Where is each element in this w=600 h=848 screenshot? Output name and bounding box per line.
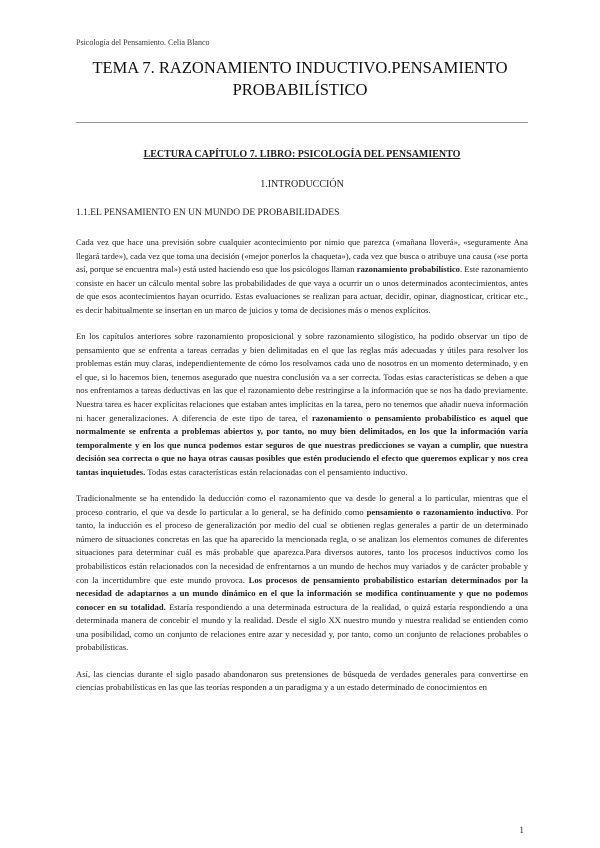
p2-bold: razonamiento o pensamiento probabilístico es aquel que normalmente se enfrenta a problemas abiertos y, por tanto, no muy bien delimitados, en los que la información varía temporalmente y en los que nunca podemos estar seguros de que nuestras predicciones se vayan a cumplir, que nuestra decisión sea correcta o que no haya otras causas posibles que estén produciendo el efecto que queremos explicar y nos crea tantas inquietudes. xyxy=(76,412,528,477)
p2-text-c: Todas estas características están relacionadas con el pensamiento inductivo. xyxy=(145,466,408,477)
title-line-1: TEMA 7. RAZONAMIENTO INDUCTIVO.PENSAMIENTO xyxy=(92,58,508,77)
title-line-2: PROBABILÍSTICO xyxy=(232,80,368,99)
p1-text-a: Cada vez que hace una previsión sobre cualquier acontecimiento por nimio que parezca («mañana lloverá», «seguramente Ana llegará tarde»), cada vez que toma una decisión («mejor ponerlos la chaqueta»), cada vez que busca o atribuye una causa («se porta así, porque se encuentra mal») está usted haciendo eso que los psicólogos llaman xyxy=(76,237,528,275)
p3-text-c: . Por tanto, la inducción es el proceso de generalización por medio del cual se obtienen reglas generales a partir de un determinado número de situaciones concretas en las que ha aparecido la mencionada regla, o se analizan los elementos comunes de diferentes situaciones para determinar cuál es más probable que aparezca.Para diversos autores, tanto los procesos inductivos como los probabilísticos están relacionados con la necesidad de enfrentarnos a un mundo de hechos muy variados y de carácter probable y con la incertidumbre que este mundo provoca. xyxy=(76,506,528,585)
p1-text-c: . Este razonamiento consiste en hacer un cálculo mental sobre las probabilidades de que vaya a ocurrir un o unos determinados acontecimientos, antes de que esos acontecimientos hayan ocurrido. Estas evaluaciones se realizan para actuar, decidir, opinar, diagnosticar, criticar etc., es decir habitualmente se insertan en un marco de juicios y toma de decisiones más o menos explícitos. xyxy=(76,264,528,315)
reading-heading: LECTURA CAPÍTULO 7. LIBRO: PSICOLOGÍA DEL PENSAMIENTO xyxy=(143,149,461,160)
section-heading: 1.INTRODUCCIÓN xyxy=(260,179,344,190)
p3-bold-1: pensamiento o razonamiento inductivo xyxy=(366,506,511,517)
p3-text-a: Tradicionalmente se ha entendido la deducción como el razonamiento que va desde lo general a lo particular, mientras que el proceso contrario, el que va desde lo particular a lo general, se ha definido como xyxy=(76,493,528,517)
paragraph-2 xyxy=(76,330,528,479)
p2-text-a: En los capítulos anteriores sobre razonamiento proposicional y sobre razonamiento silogístico, ha podido observar un tipo de pensamiento que se enfrenta a tareas cerradas y bien delimitadas en el que las reglas más adecuadas y útiles para resolver los problemas están muy claras, independientemente de cómo los resolvamos cada uno de nosotros en un momento determinado, y en el que, si lo hacemos bien, tenemos asegurado que nuestra conclusión va a ser correcta. Todas estas características se deben a que nos enfrentamos a tareas deductivas en las que el razonamiento debe restringirse a la información que se nos ha dado previamente. Nuestra tarea es hacer explícitas relaciones que estaban antes implícitas en la tarea, pero no tenemos que añadir nueva información ni hacer generalizaciones. A diferencia de este tipo de tarea, el xyxy=(76,331,528,423)
p3-bold-2: Los procesos de pensamiento probabilístico estarían determinados por la necesidad de adaptarnos a un mundo dinámico en el que la información se modifica continuamente y que no podemos conocer en su totalidad. xyxy=(76,574,528,612)
p4-text-a: Así, las ciencias durante el siglo pasado abandonaron sus pretensiones de búsqueda de verdades generales para convertirse en ciencias probabilísticas en las que las teorías responden a un paradigma y a un estado determinado de conocimientos en xyxy=(76,668,528,693)
subsection-heading: 1.1.EL PENSAMIENTO EN UN MUNDO DE PROBABILIDADES xyxy=(76,208,340,218)
running-header: Psicología del Pensamiento. Celia Blanco xyxy=(76,38,210,47)
p1-bold: razonamiento probabilístico xyxy=(356,264,460,275)
page-title xyxy=(60,57,540,101)
body-text xyxy=(76,236,528,708)
p3-text-e: Estaría respondiendo a una determinada estructura de la realidad, o quizá estaría respondiendo a una determinada manera de concebir el mundo y la realidad. Desde el siglo XX nuestro mundo y nuestra realidad se entienden como una posibilidad, como un conjunto de relaciones entre azar y necesidad y, por tanto, como un conjunto de relaciones probables o probabilísticas. xyxy=(76,601,528,653)
paragraph-1 xyxy=(76,236,528,317)
title-divider xyxy=(76,122,528,123)
paragraph-3 xyxy=(76,492,528,655)
paragraph-4 xyxy=(76,668,528,695)
page-number: 1 xyxy=(519,826,524,836)
